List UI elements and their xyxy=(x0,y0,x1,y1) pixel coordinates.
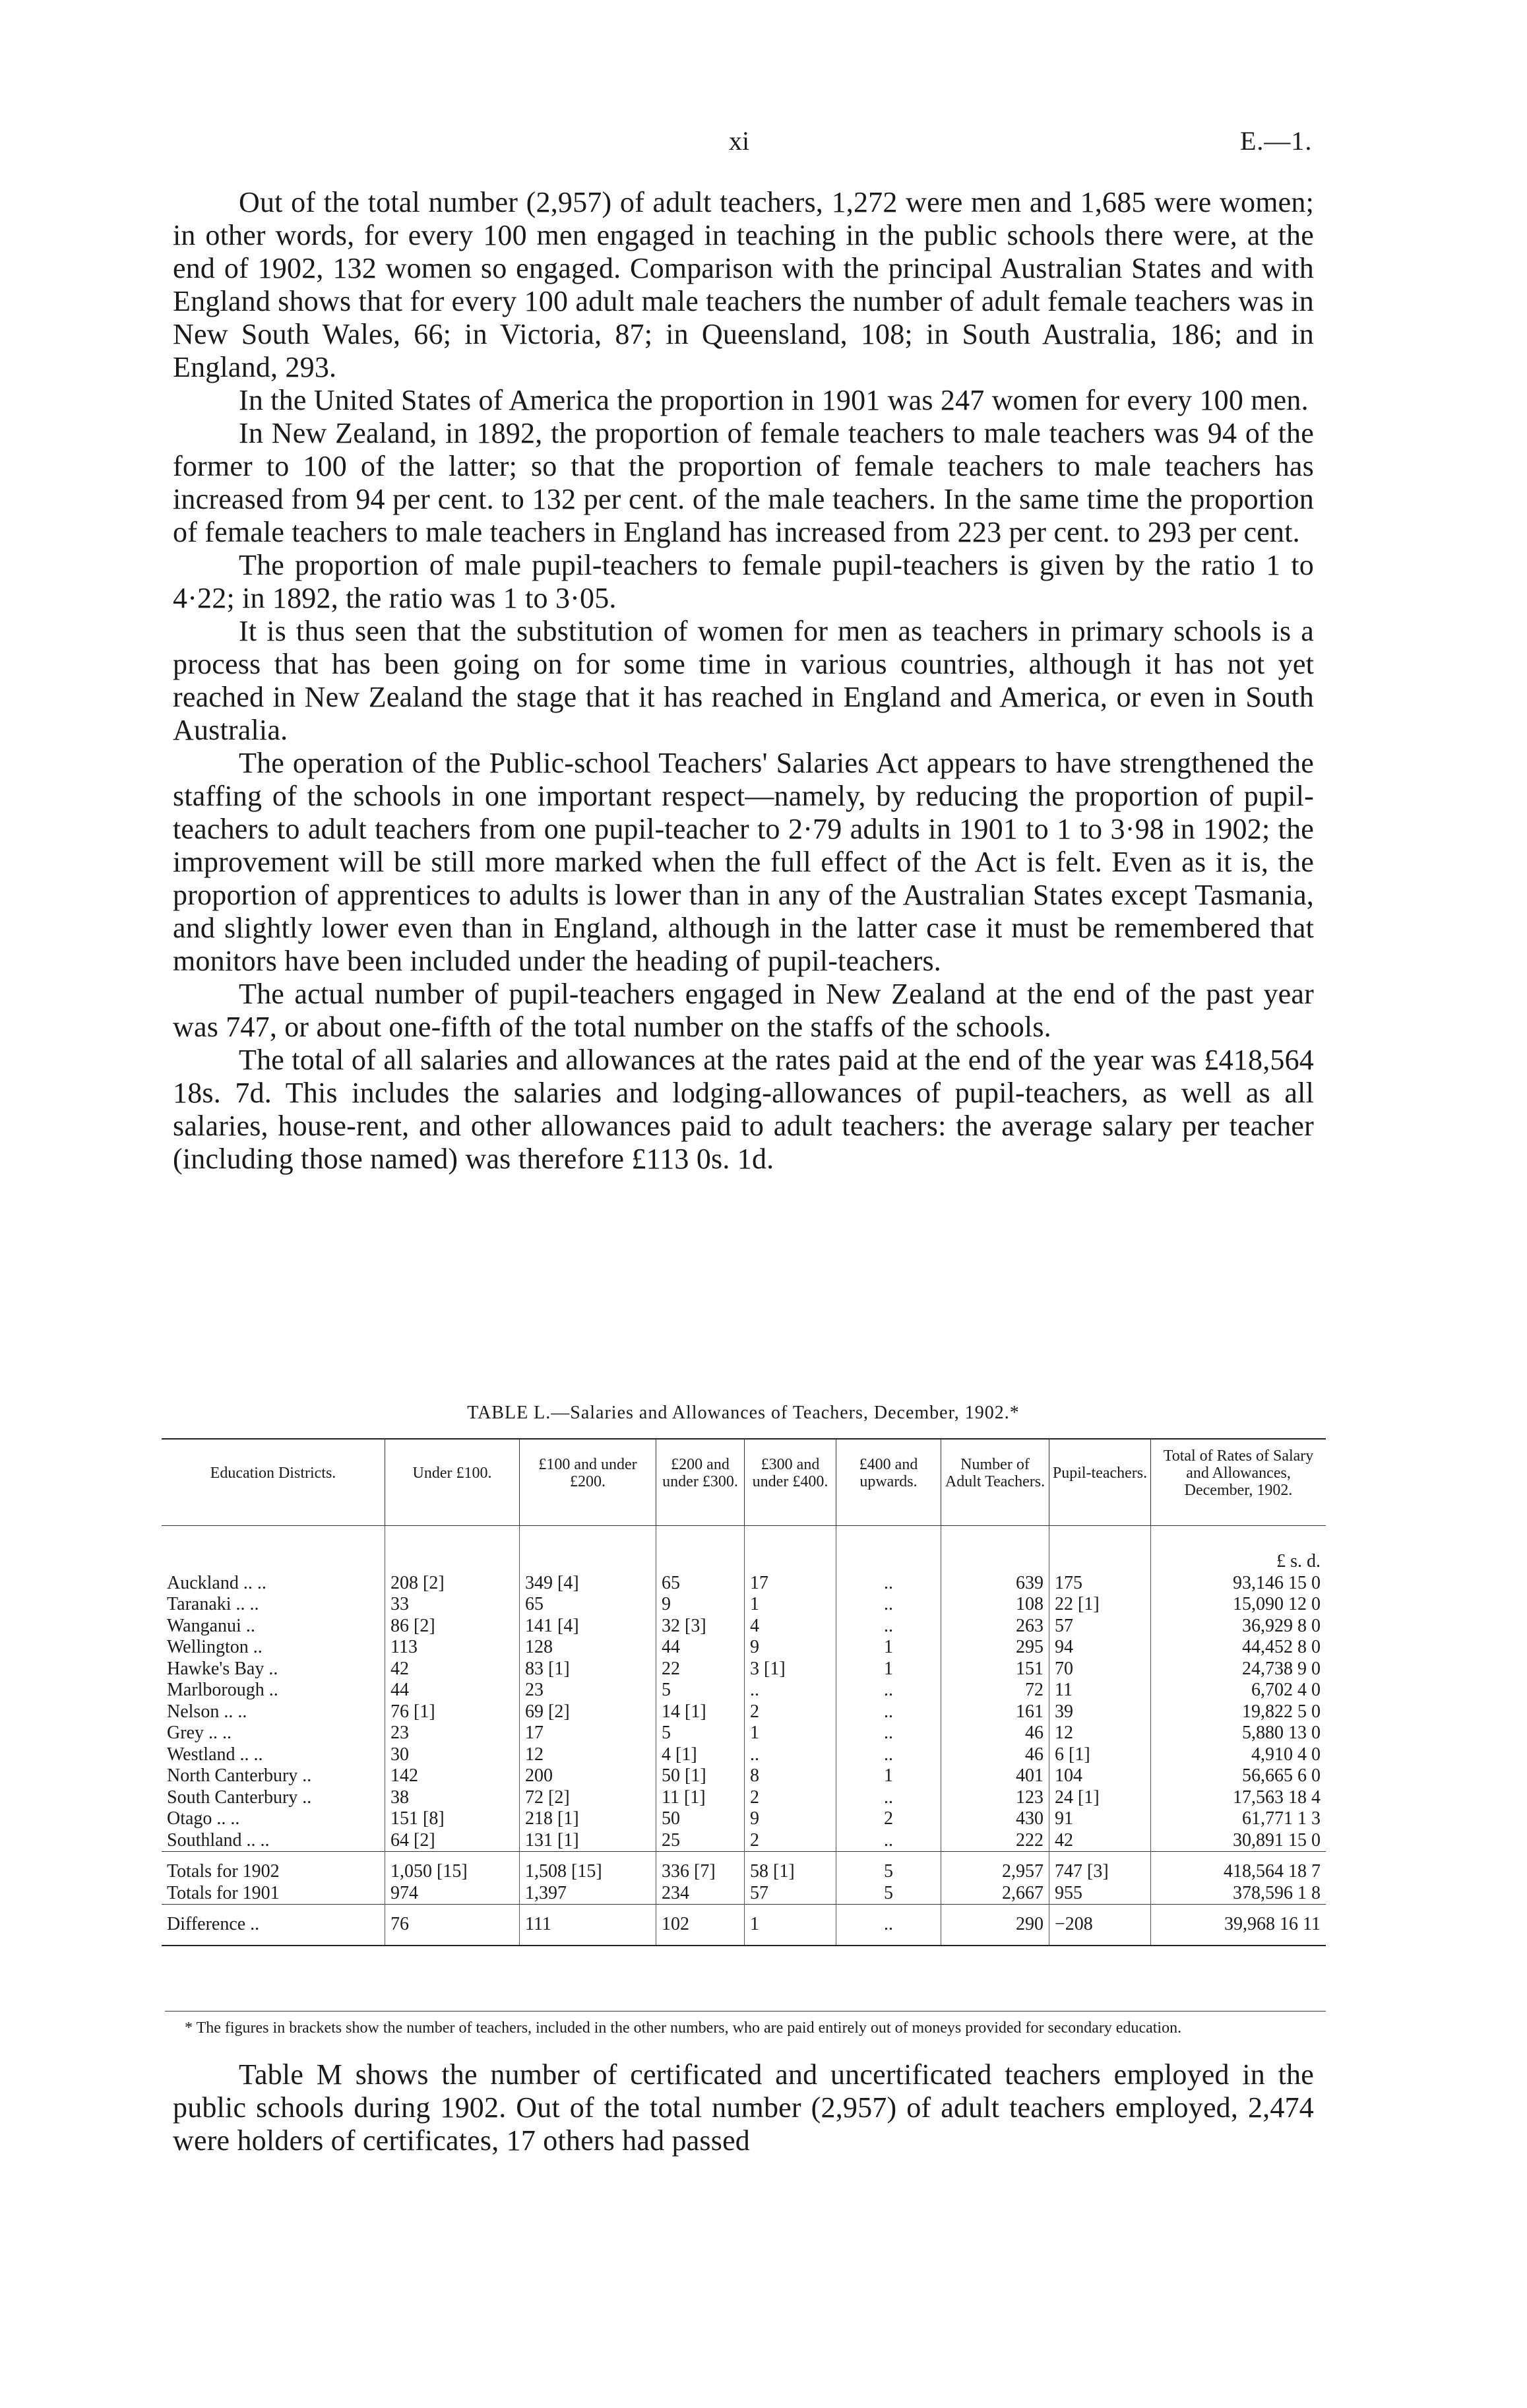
cell-total-rates: 418,564 18 7 xyxy=(1151,1852,1326,1883)
paragraph: In the United States of America the proportion in 1901 was 247 women for every 100 men. xyxy=(239,384,1309,416)
cell-adult-teachers: 401 xyxy=(941,1765,1049,1787)
cell-pupil-teachers: 175 xyxy=(1049,1573,1151,1595)
cell-district: Westland .. .. xyxy=(167,1744,263,1765)
header-under-100: Under £100. xyxy=(385,1439,520,1526)
cell-pupil-teachers: 6 [1] xyxy=(1049,1744,1151,1766)
header-300-to-400: £300 and under £400. xyxy=(745,1439,836,1526)
cell-400-upwards: .. xyxy=(836,1573,941,1595)
table-row xyxy=(162,1616,1326,1637)
cell-district: Hawke's Bay .. xyxy=(167,1658,278,1679)
cell-100-to-200: 23 xyxy=(520,1680,656,1701)
cell-pupil-teachers: 22 [1] xyxy=(1049,1594,1151,1616)
cell-under-100: 151 [8] xyxy=(385,1808,520,1830)
cell-100-to-200: 65 xyxy=(520,1594,656,1616)
cell-pupil-teachers: 12 xyxy=(1049,1723,1151,1744)
page-number: xi xyxy=(729,126,750,156)
cell-adult-teachers: 263 xyxy=(941,1616,1049,1637)
cell-200-to-300: 5 xyxy=(656,1723,745,1744)
cell-300-to-400: 2 xyxy=(745,1701,836,1723)
cell-pupil-teachers: 94 xyxy=(1049,1637,1151,1659)
cell-300-to-400: 9 xyxy=(745,1637,836,1659)
cell-total-rates: 378,596 1 8 xyxy=(1151,1883,1326,1905)
document-reference: E.—1. xyxy=(1240,126,1313,156)
header-pupil-teachers: Pupil-teachers. xyxy=(1049,1439,1151,1526)
cell-district: South Canterbury .. xyxy=(167,1787,312,1808)
difference-row xyxy=(162,1905,1326,1946)
header-education-districts: Education Districts. xyxy=(162,1439,385,1526)
paragraph: Table M shows the number of certificated and uncertificated teachers employed in the public schools during 1902. Out of the total number (2,957) of adult teachers employed, 2,474 were holders of certificates, 17 others had passed xyxy=(173,2058,1314,2157)
cell-400-upwards: 1 xyxy=(836,1765,941,1787)
cell-under-100: 76 xyxy=(385,1905,520,1946)
table-row xyxy=(162,1787,1326,1809)
cell-400-upwards: .. xyxy=(836,1594,941,1616)
cell-adult-teachers: 2,667 xyxy=(941,1883,1049,1905)
cell-total-rates: 15,090 12 0 xyxy=(1151,1594,1326,1616)
salaries-table-wrapper xyxy=(162,1438,1326,1946)
cell-300-to-400: 3 [1] xyxy=(745,1659,836,1680)
cell-100-to-200: 72 [2] xyxy=(520,1787,656,1809)
cell-adult-teachers: 295 xyxy=(941,1637,1049,1659)
cell-100-to-200: 349 [4] xyxy=(520,1573,656,1595)
cell-pupil-teachers: 955 xyxy=(1049,1883,1151,1905)
cell-total-rates: 36,929 8 0 xyxy=(1151,1616,1326,1637)
cell-400-upwards: 5 xyxy=(836,1852,941,1883)
cell-total-rates: 93,146 15 0 xyxy=(1151,1573,1326,1595)
cell-100-to-200: 1,397 xyxy=(520,1883,656,1905)
cell-300-to-400: .. xyxy=(745,1680,836,1701)
table-row xyxy=(162,1765,1326,1787)
cell-under-100: 113 xyxy=(385,1637,520,1659)
cell-400-upwards: .. xyxy=(836,1701,941,1723)
cell-200-to-300: 4 [1] xyxy=(656,1744,745,1766)
header-100-to-200: £100 and under £200. xyxy=(520,1439,656,1526)
cell-pupil-teachers: −208 xyxy=(1049,1905,1151,1946)
cell-100-to-200: 128 xyxy=(520,1637,656,1659)
cell-adult-teachers: 108 xyxy=(941,1594,1049,1616)
cell-300-to-400: 4 xyxy=(745,1616,836,1637)
cell-100-to-200: 218 [1] xyxy=(520,1808,656,1830)
table-row xyxy=(162,1830,1326,1852)
cell-400-upwards: .. xyxy=(836,1616,941,1637)
cell-total-rates: 56,665 6 0 xyxy=(1151,1765,1326,1787)
cell-adult-teachers: 290 xyxy=(941,1905,1049,1946)
cell-100-to-200: 1,508 [15] xyxy=(520,1852,656,1883)
cell-adult-teachers: 151 xyxy=(941,1659,1049,1680)
cell-200-to-300: 14 [1] xyxy=(656,1701,745,1723)
cell-200-to-300: 234 xyxy=(656,1883,745,1905)
cell-total-rates: 4,910 4 0 xyxy=(1151,1744,1326,1766)
paragraph: In New Zealand, in 1892, the proportion of female teachers to male teachers was 94 of the former to 100 of the latter; so that the proportion of female teachers to male teachers has increased from 94 per cent. to 132 per cent. of the male teachers. In the same time the proportion of female teachers to male teachers in England has increased from 223 per cent. to 293 per cent. xyxy=(173,417,1314,548)
cell-adult-teachers: 430 xyxy=(941,1808,1049,1830)
cell-100-to-200: 69 [2] xyxy=(520,1701,656,1723)
header-adult-teachers: Number of Adult Teachers. xyxy=(941,1439,1049,1526)
table-row xyxy=(162,1744,1326,1766)
cell-under-100: 142 xyxy=(385,1765,520,1787)
cell-district: Totals for 1901 xyxy=(167,1882,280,1903)
cell-under-100: 38 xyxy=(385,1787,520,1809)
cell-200-to-300: 32 [3] xyxy=(656,1616,745,1637)
cell-300-to-400: 9 xyxy=(745,1808,836,1830)
cell-200-to-300: 44 xyxy=(656,1637,745,1659)
cell-total-rates: 44,452 8 0 xyxy=(1151,1637,1326,1659)
cell-district: Totals for 1902 xyxy=(162,1852,385,1883)
cell-adult-teachers: 46 xyxy=(941,1744,1049,1766)
cell-under-100: 44 xyxy=(385,1680,520,1701)
cell-200-to-300: 5 xyxy=(656,1680,745,1701)
cell-under-100: 64 [2] xyxy=(385,1830,520,1852)
cell-under-100: 23 xyxy=(385,1723,520,1744)
cell-200-to-300: 11 [1] xyxy=(656,1787,745,1809)
cell-district: Marlborough .. xyxy=(167,1680,278,1700)
cell-100-to-200: 17 xyxy=(520,1723,656,1744)
cell-100-to-200: 200 xyxy=(520,1765,656,1787)
cell-adult-teachers: 72 xyxy=(941,1680,1049,1701)
table-row xyxy=(162,1701,1326,1723)
cell-adult-teachers: 161 xyxy=(941,1701,1049,1723)
cell-400-upwards: 5 xyxy=(836,1883,941,1905)
body-text xyxy=(173,186,1314,1176)
cell-under-100: 86 [2] xyxy=(385,1616,520,1637)
table-header-row xyxy=(162,1439,1326,1526)
cell-200-to-300: 50 xyxy=(656,1808,745,1830)
cell-pupil-teachers: 39 xyxy=(1049,1701,1151,1723)
cell-400-upwards: .. xyxy=(836,1830,941,1852)
units-label: £ s. d. xyxy=(1151,1526,1326,1573)
cell-200-to-300: 22 xyxy=(656,1659,745,1680)
cell-adult-teachers: 222 xyxy=(941,1830,1049,1852)
header-400-upwards: £400 and upwards. xyxy=(836,1439,941,1526)
cell-100-to-200: 141 [4] xyxy=(520,1616,656,1637)
cell-total-rates: 61,771 1 3 xyxy=(1151,1808,1326,1830)
cell-adult-teachers: 46 xyxy=(941,1723,1049,1744)
cell-300-to-400: 8 xyxy=(745,1765,836,1787)
cell-under-100: 974 xyxy=(385,1883,520,1905)
totals-1901-row xyxy=(162,1883,1326,1905)
cell-200-to-300: 65 xyxy=(656,1573,745,1595)
salaries-table xyxy=(162,1438,1326,1946)
cell-under-100: 1,050 [15] xyxy=(385,1852,520,1883)
paragraph: The proportion of male pupil-teachers to female pupil-teachers is given by the ratio 1 to 4·22; in 1892, the ratio was 1 to 3·05. xyxy=(173,549,1314,614)
cell-pupil-teachers: 42 xyxy=(1049,1830,1151,1852)
table-caption: TABLE L.—Salaries and Allowances of Teachers, December, 1902.* xyxy=(467,1403,1020,1423)
cell-adult-teachers: 639 xyxy=(941,1573,1049,1595)
cell-district: North Canterbury .. xyxy=(167,1765,312,1786)
cell-300-to-400: 1 xyxy=(745,1594,836,1616)
cell-100-to-200: 111 xyxy=(520,1905,656,1946)
cell-200-to-300: 25 xyxy=(656,1830,745,1852)
cell-under-100: 208 [2] xyxy=(385,1573,520,1595)
cell-300-to-400: 2 xyxy=(745,1787,836,1809)
cell-total-rates: 24,738 9 0 xyxy=(1151,1659,1326,1680)
cell-under-100: 30 xyxy=(385,1744,520,1766)
cell-under-100: 42 xyxy=(385,1659,520,1680)
cell-pupil-teachers: 57 xyxy=(1049,1616,1151,1637)
paragraph: The total of all salaries and allowances at the rates paid at the end of the year was £418,564 18s. 7d. This includes the salaries and lodging-allowances of pupil-teachers, as well as all salaries, house-rent, and other allowances paid to adult teachers: the average salary per teacher (including those named) was therefore £113 0s. 1d. xyxy=(173,1044,1314,1175)
cell-pupil-teachers: 11 xyxy=(1049,1680,1151,1701)
cell-pupil-teachers: 104 xyxy=(1049,1765,1151,1787)
cell-300-to-400: 17 xyxy=(745,1573,836,1595)
totals-1902-row xyxy=(162,1852,1326,1883)
cell-district: Southland .. .. xyxy=(167,1829,270,1851)
cell-pupil-teachers: 747 [3] xyxy=(1049,1852,1151,1883)
cell-under-100: 33 xyxy=(385,1594,520,1616)
cell-adult-teachers: 123 xyxy=(941,1787,1049,1809)
cell-400-upwards: .. xyxy=(836,1905,941,1946)
cell-adult-teachers: 2,957 xyxy=(941,1852,1049,1883)
cell-district: Otago .. .. xyxy=(167,1808,240,1829)
cell-400-upwards: 1 xyxy=(836,1659,941,1680)
paragraph: The actual number of pupil-teachers engaged in New Zealand at the end of the past year was 747, or about one-fifth of the total number on the staffs of the schools. xyxy=(173,978,1314,1043)
cell-district: Taranaki .. .. xyxy=(167,1594,259,1614)
cell-100-to-200: 131 [1] xyxy=(520,1830,656,1852)
cell-200-to-300: 102 xyxy=(656,1905,745,1946)
paragraph: The operation of the Public-school Teachers' Salaries Act appears to have strengthened the staffing of the schools in one important respect—namely, by reducing the proportion of pupil-teachers to adult teachers from one pupil-teacher to 2·79 adults in 1901 to 1 to 3·98 in 1902; the improvement will be still more marked when the full effect of the Act is felt. Even as it is, the proportion of apprentices to adults is lower than in any of the Australian States except Tasmania, and slightly lower even than in England, although in the latter case it must be remembered that monitors have been included under the heading of pupil-teachers. xyxy=(173,747,1314,977)
cell-400-upwards: .. xyxy=(836,1787,941,1809)
cell-district: Grey .. .. xyxy=(167,1723,232,1743)
cell-district: Difference .. xyxy=(162,1905,385,1946)
cell-100-to-200: 12 xyxy=(520,1744,656,1766)
cell-total-rates: 30,891 15 0 xyxy=(1151,1830,1326,1852)
cell-district: Auckland .. .. xyxy=(167,1572,266,1593)
cell-300-to-400: 57 xyxy=(745,1883,836,1905)
cell-total-rates: 19,822 5 0 xyxy=(1151,1701,1326,1723)
cell-300-to-400: 58 [1] xyxy=(745,1852,836,1883)
cell-400-upwards: .. xyxy=(836,1744,941,1766)
table-footnote: * The figures in brackets show the number of teachers, included in the other numbers, who are paid entirely out of moneys provided for secondary education. xyxy=(165,2011,1326,2037)
cell-300-to-400: 1 xyxy=(745,1905,836,1946)
cell-400-upwards: .. xyxy=(836,1680,941,1701)
table-row xyxy=(162,1659,1326,1680)
table-row xyxy=(162,1637,1326,1659)
cell-pupil-teachers: 70 xyxy=(1049,1659,1151,1680)
cell-200-to-300: 9 xyxy=(656,1594,745,1616)
cell-pupil-teachers: 91 xyxy=(1049,1808,1151,1830)
header-200-to-300: £200 and under £300. xyxy=(656,1439,745,1526)
cell-400-upwards: 1 xyxy=(836,1637,941,1659)
cell-400-upwards: 2 xyxy=(836,1808,941,1830)
table-row xyxy=(162,1808,1326,1830)
table-row xyxy=(162,1594,1326,1616)
paragraph: It is thus seen that the substitution of women for men as teachers in primary schools is a process that has been going on for some time in various countries, although it has not yet reached in New Zealand the stage that it has reached in England and America, or even in South Australia. xyxy=(173,615,1314,746)
header-total-rates: Total of Rates of Salary and Allowances, December, 1902. xyxy=(1151,1439,1326,1526)
cell-100-to-200: 83 [1] xyxy=(520,1659,656,1680)
cell-pupil-teachers: 24 [1] xyxy=(1049,1787,1151,1809)
cell-300-to-400: 2 xyxy=(745,1830,836,1852)
paragraph: Out of the total number (2,957) of adult teachers, 1,272 were men and 1,685 were women; in other words, for every 100 men engaged in teaching in the public schools there were, at the end of 1902, 132 women so engaged. Comparison with the principal Australian States and with England shows that for every 100 adult male teachers the number of adult female teachers was in New South Wales, 66; in Victoria, 87; in Queensland, 108; in South Australia, 186; and in England, 293. xyxy=(173,186,1314,383)
cell-200-to-300: 50 [1] xyxy=(656,1765,745,1787)
cell-district: Wanganui .. xyxy=(167,1615,255,1636)
cell-200-to-300: 336 [7] xyxy=(656,1852,745,1883)
cell-total-rates: 17,563 18 4 xyxy=(1151,1787,1326,1809)
cell-district: Nelson .. .. xyxy=(167,1701,247,1722)
table-row xyxy=(162,1723,1326,1744)
cell-400-upwards: .. xyxy=(836,1723,941,1744)
cell-total-rates: 5,880 13 0 xyxy=(1151,1723,1326,1744)
cell-300-to-400: 1 xyxy=(745,1723,836,1744)
cell-300-to-400: .. xyxy=(745,1744,836,1766)
cell-total-rates: 6,702 4 0 xyxy=(1151,1680,1326,1701)
cell-under-100: 76 [1] xyxy=(385,1701,520,1723)
units-row xyxy=(162,1526,1326,1573)
closing-text xyxy=(173,2058,1314,2157)
cell-total-rates: 39,968 16 11 xyxy=(1151,1905,1326,1946)
table-row xyxy=(162,1573,1326,1595)
table-row xyxy=(162,1680,1326,1701)
cell-district: Wellington .. xyxy=(167,1637,263,1657)
